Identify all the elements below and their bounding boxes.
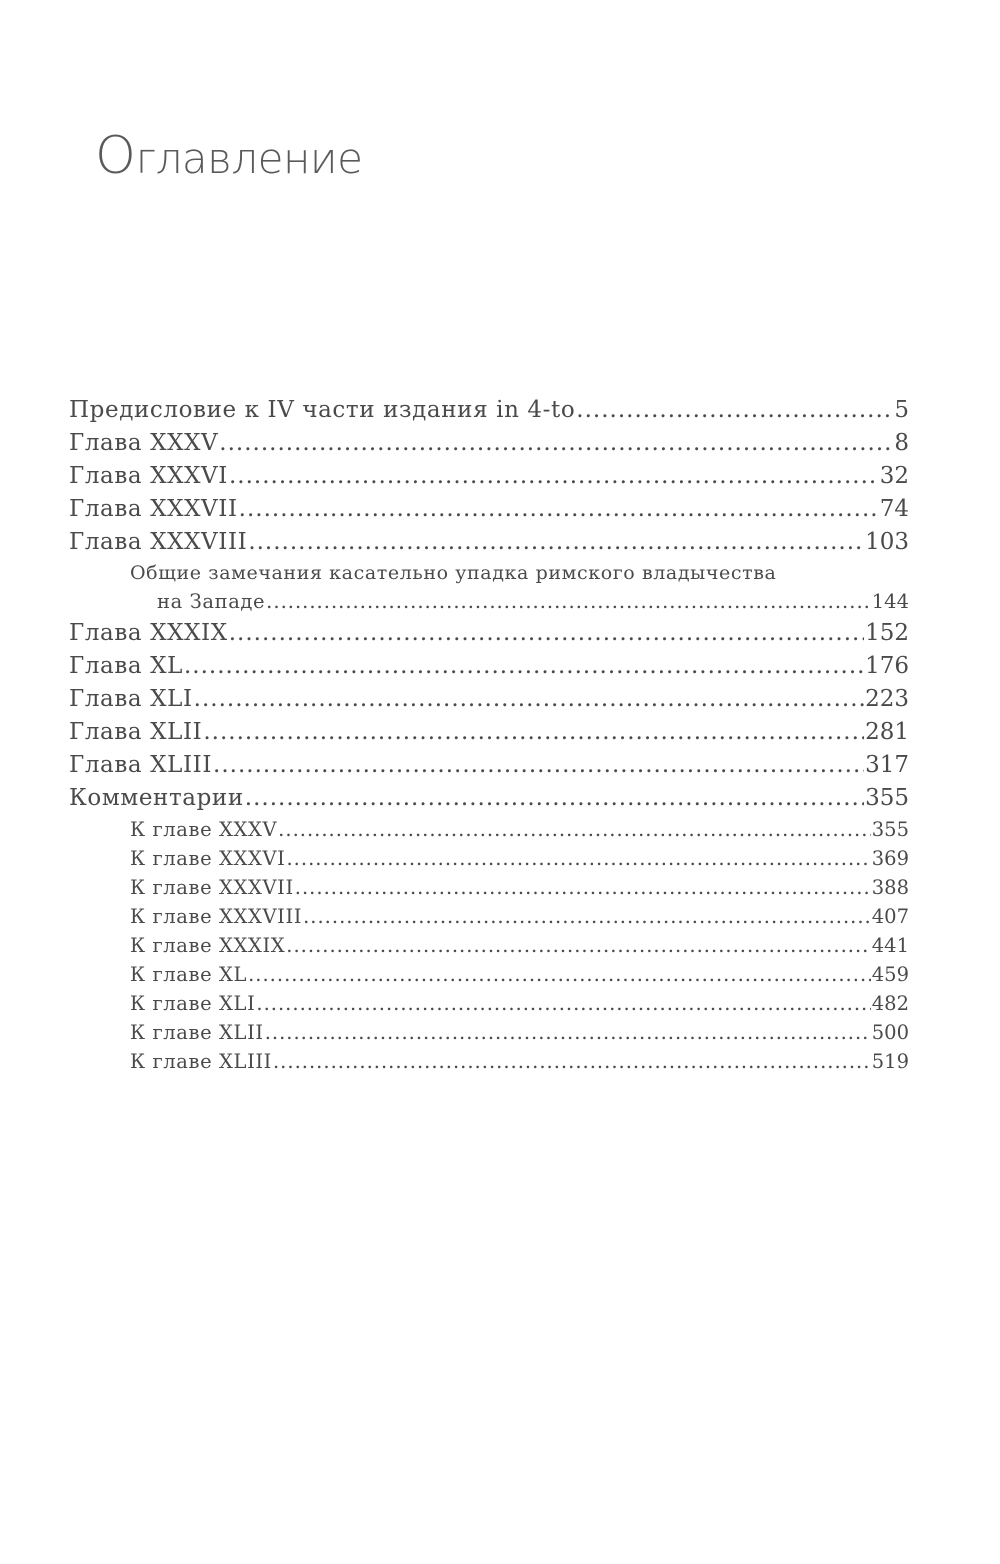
toc-entry-label: К главе XL bbox=[130, 963, 248, 986]
toc-entry-commentary-chapter-40[interactable] bbox=[69, 960, 909, 989]
dot-leader bbox=[229, 460, 879, 493]
toc-entry-commentary-chapter-38[interactable] bbox=[69, 902, 909, 931]
toc-page-number: 482 bbox=[871, 992, 909, 1015]
toc-entry-label: Глава XXXVI bbox=[69, 463, 228, 489]
toc-entry-label: К главе XXXIX bbox=[130, 934, 286, 957]
toc-entry-label: на Западе bbox=[157, 590, 266, 613]
toc-entry-label: Глава XLII bbox=[69, 719, 203, 745]
toc-entry-chapter-35[interactable] bbox=[69, 427, 909, 460]
toc-page-number: 223 bbox=[865, 686, 909, 712]
toc-page-number: 152 bbox=[865, 620, 909, 646]
toc-entry-chapter-37[interactable] bbox=[69, 493, 909, 526]
dot-leader bbox=[273, 1047, 871, 1076]
toc-entry-label: К главе XLII bbox=[130, 1021, 264, 1044]
dot-leader bbox=[278, 815, 871, 844]
toc-entry-label: Глава XLI bbox=[69, 686, 193, 712]
toc-entry-commentary-chapter-35[interactable] bbox=[69, 815, 909, 844]
toc-entry-label: Предисловие к IV части издания in 4-to bbox=[69, 397, 576, 423]
toc-entry-commentary-chapter-36[interactable] bbox=[69, 844, 909, 873]
page-title-rest: главление bbox=[135, 134, 363, 183]
dot-leader bbox=[265, 1018, 871, 1047]
toc-entry-label: Глава XL bbox=[69, 653, 183, 679]
toc-entry-label: Глава XLIII bbox=[69, 752, 213, 778]
toc-entry-chapter-39[interactable] bbox=[69, 617, 909, 650]
dot-leader bbox=[239, 493, 879, 526]
toc-entry-general-remarks-continued[interactable] bbox=[69, 587, 909, 617]
dot-leader bbox=[266, 587, 871, 617]
dot-leader bbox=[248, 526, 864, 559]
toc-page-number: 441 bbox=[871, 934, 909, 957]
dot-leader bbox=[248, 960, 871, 989]
toc-entry-chapter-36[interactable] bbox=[69, 460, 909, 493]
toc-page-number: 317 bbox=[865, 752, 909, 778]
toc-entry-label: К главе XLIII bbox=[130, 1050, 272, 1073]
toc-entry-commentary-chapter-39[interactable] bbox=[69, 931, 909, 960]
toc-page-number: 176 bbox=[865, 653, 909, 679]
toc-entry-chapter-41[interactable] bbox=[69, 683, 909, 716]
toc-page-number: 103 bbox=[865, 529, 909, 555]
toc-entry-label: Глава XXXVII bbox=[69, 496, 238, 522]
toc-entry-label: Глава XXXVIII bbox=[69, 529, 248, 555]
toc-entry-commentary-chapter-42[interactable] bbox=[69, 1018, 909, 1047]
toc-entry-commentary-chapter-37[interactable] bbox=[69, 873, 909, 902]
toc-page-number: 74 bbox=[879, 496, 909, 522]
toc-page-number: 388 bbox=[871, 876, 909, 899]
toc-page-number: 369 bbox=[871, 847, 909, 870]
toc-entry-label: Глава XXXV bbox=[69, 430, 219, 456]
toc-entry-label: К главе XXXVIII bbox=[130, 905, 303, 928]
toc-page-number: 281 bbox=[865, 719, 909, 745]
toc-entry-label: К главе XXXVI bbox=[130, 847, 286, 870]
dot-leader bbox=[303, 902, 871, 931]
dot-leader bbox=[184, 650, 864, 683]
toc-entry-label: К главе XXXV bbox=[130, 818, 278, 841]
page-title bbox=[95, 126, 362, 186]
dot-leader bbox=[286, 931, 870, 960]
dot-leader bbox=[219, 427, 893, 460]
dot-leader bbox=[256, 989, 870, 1018]
toc-entry-label: К главе XXXVII bbox=[130, 876, 294, 899]
toc-entry-commentary-chapter-43[interactable] bbox=[69, 1047, 909, 1076]
toc-page-number: 407 bbox=[871, 905, 909, 928]
dot-leader bbox=[286, 844, 870, 873]
toc-entry-label: Общие замечания касательно упадка римского владычества bbox=[130, 562, 777, 584]
toc-page-number: 32 bbox=[879, 463, 909, 489]
toc-entry-chapter-38[interactable] bbox=[69, 526, 909, 559]
dot-leader bbox=[213, 749, 864, 782]
dot-leader bbox=[203, 716, 864, 749]
toc-page-number: 5 bbox=[894, 397, 909, 423]
toc-entry-chapter-42[interactable] bbox=[69, 716, 909, 749]
dot-leader bbox=[245, 782, 864, 815]
toc-entry-chapter-40[interactable] bbox=[69, 650, 909, 683]
toc-page-number: 144 bbox=[871, 590, 909, 613]
toc-page-number: 500 bbox=[871, 1021, 909, 1044]
table-of-contents bbox=[69, 394, 909, 1076]
toc-entry-commentary-chapter-41[interactable] bbox=[69, 989, 909, 1018]
toc-page-number: 8 bbox=[894, 430, 909, 456]
dot-leader bbox=[194, 683, 864, 716]
toc-entry-preface[interactable] bbox=[69, 394, 909, 427]
toc-page-number: 355 bbox=[871, 818, 909, 841]
toc-page-number: 519 bbox=[871, 1050, 909, 1073]
toc-entry-label: К главе XLI bbox=[130, 992, 256, 1015]
toc-entry-chapter-43[interactable] bbox=[69, 749, 909, 782]
toc-entry-general-remarks[interactable] bbox=[69, 559, 909, 587]
toc-entry-label: Глава XXXIX bbox=[69, 620, 228, 646]
toc-page-number: 355 bbox=[865, 785, 909, 811]
toc-entry-label: Комментарии bbox=[69, 785, 244, 811]
toc-page-number: 459 bbox=[871, 963, 909, 986]
toc-entry-commentary[interactable] bbox=[69, 782, 909, 815]
dot-leader bbox=[295, 873, 871, 902]
dot-leader bbox=[576, 394, 893, 427]
dot-leader bbox=[229, 617, 864, 650]
page-title-initial: О bbox=[95, 126, 136, 186]
